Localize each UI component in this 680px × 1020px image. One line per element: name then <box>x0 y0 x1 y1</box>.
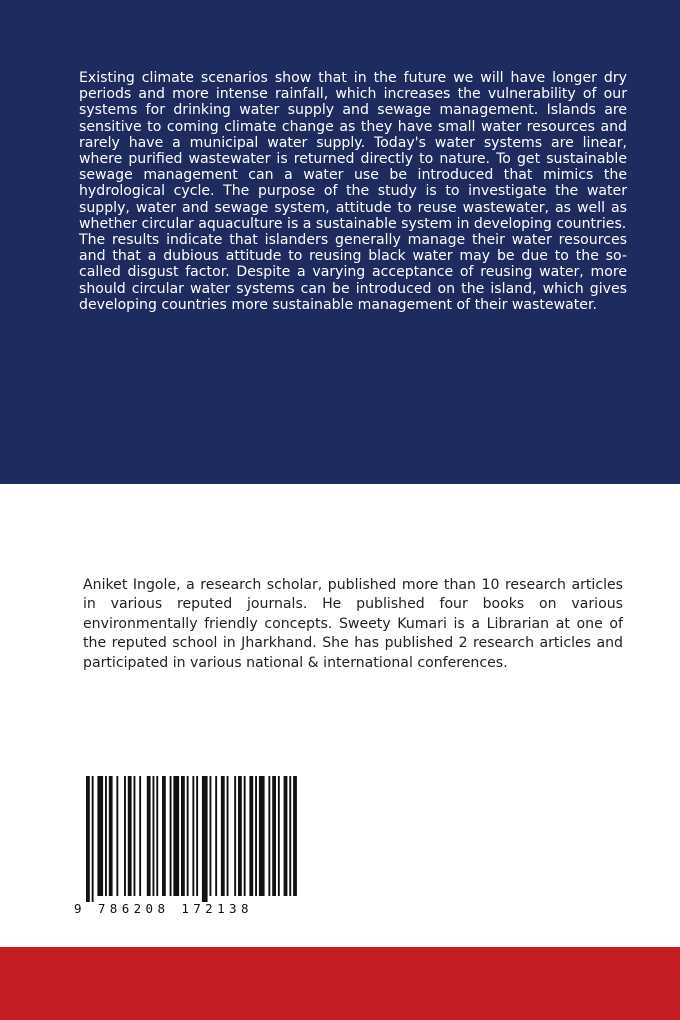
abstract-text <box>79 70 627 313</box>
barcode-bar <box>272 776 276 896</box>
barcode-bar <box>244 776 246 896</box>
barcode-bar <box>128 776 132 896</box>
barcode-bar <box>192 776 194 896</box>
barcode-bar <box>227 776 229 896</box>
barcode-bar <box>170 776 172 896</box>
barcode-bar <box>293 776 297 896</box>
barcode-bar <box>181 776 185 896</box>
barcode-bar <box>196 776 198 896</box>
abstract-paragraph-1: Existing climate scenarios show that in the future we will have longer dry periods and more intense rainfall, which increases the vulnerability of our systems for drinking water supply and sewage management. Islands are sensitive to coming climate change as they have small water resources and rarely have a municipal water supply. Today's water systems are linear, where purified wastewater is returned directly to nature. To get sustainable sewage management can a water use be introduced that mimics the hydrological cycle. The purpose of the study is to investigate the water supply, water and sewage system, attitude to reuse wastewater, as well as whether circular aquaculture is a sustainable system in developing countries. <box>79 70 627 232</box>
author-bio: Aniket Ingole, a research scholar, published more than 10 research articles in various reputed journals. He published four books on various environmentally friendly concepts. Sweety Kumari is a Librarian at one of the reputed school in Jharkhand. She has published 2 research articles and participated in various national & international conferences. <box>83 577 623 671</box>
barcode-bar <box>255 776 257 896</box>
barcode-bar <box>147 776 151 896</box>
barcode-bar <box>153 776 155 896</box>
barcode-bar <box>221 776 225 896</box>
barcode-bar <box>116 776 118 896</box>
barcode-bar <box>249 776 253 896</box>
barcode-bar <box>97 776 103 896</box>
barcode-bar <box>173 776 179 896</box>
abstract-panel <box>0 0 680 484</box>
barcode-bar <box>210 776 212 896</box>
barcode-bar <box>124 776 126 896</box>
barcode-bar <box>156 776 158 896</box>
barcode-bar <box>109 776 113 896</box>
barcode-bar <box>139 776 141 896</box>
barcode-bar <box>289 776 291 896</box>
barcode-bar <box>259 776 265 896</box>
abstract-paragraph-2: The results indicate that islanders generally manage their water resources and that a dubious attitude to reusing black water may be due to the so-called disgust factor. Despite a varying acceptance of reusing water, more should circular water systems can be introduced on the island, which gives developing countries more sustainable management of their wastewater. <box>79 232 627 313</box>
barcode-bar <box>278 776 280 896</box>
barcode-bar <box>92 776 94 902</box>
barcode-bar <box>234 776 236 896</box>
barcode-bar <box>202 776 208 902</box>
barcode-bar <box>187 776 189 896</box>
barcode-bar <box>284 776 288 896</box>
barcode-bar <box>268 776 270 896</box>
isbn-digits: 9 786208 172138 <box>74 901 253 916</box>
barcode-bars <box>74 772 306 904</box>
barcode-bar <box>134 776 136 896</box>
barcode-bar <box>105 776 107 896</box>
barcode-bar <box>238 776 242 896</box>
barcode-bar <box>162 776 166 896</box>
isbn-barcode <box>74 772 306 920</box>
barcode-bar <box>86 776 90 902</box>
barcode-bar <box>215 776 217 896</box>
bottom-color-band <box>0 947 680 1020</box>
